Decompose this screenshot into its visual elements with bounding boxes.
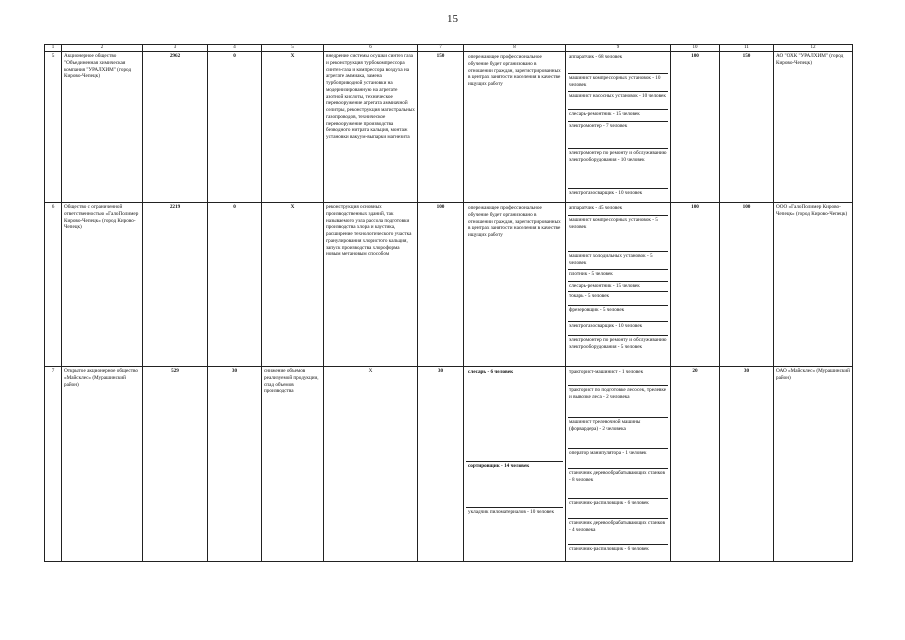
col-header: 9 [566,45,671,52]
profession-item: машинист компрессорных установок - 10 человек [568,74,668,92]
profession-item: машинист трелевочной машины (форвардера) - 2 человека [568,418,668,449]
cell-c9 [566,367,671,562]
cell-c5: снижение объемов реализуемой продукции, спад объемов производства [262,367,324,562]
profession-item: токарь - 5 человек [568,292,668,306]
cell-c3: 529 [143,367,208,562]
cell-c12: АО "ОХК "УРАЛХИМ" (город Кирово-Чепецк) [774,52,853,203]
column-number-row [45,45,853,52]
col-header: 8 [464,45,566,52]
profession-item: слесарь-ремонтник - 15 человек [568,282,668,292]
cell-c10: 100 [671,52,720,203]
cell-c3: 2962 [143,52,208,203]
col-header: 1 [45,45,62,52]
profession-group: слесарь - 6 человек [466,368,563,462]
profession-item: машинист холодильных установок - 5 человек [568,252,668,270]
employment-table [44,44,853,562]
col-header: 5 [262,45,324,52]
col-header: 11 [720,45,774,52]
profession-item: фрезеровщик - 5 человек [568,306,668,322]
cell-c3: 2219 [143,203,208,367]
cell-c8 [464,52,566,203]
cell-c10: 20 [671,367,720,562]
profession-item: станочник-распиловщик - 6 человек [568,499,668,519]
profession-item: электрогазосварщик - 10 человек [569,190,643,196]
table-row [45,367,853,562]
cell-c8 [464,203,566,367]
col-header: 10 [671,45,720,52]
profession-item: аппаратчик - 68 человек [568,53,668,74]
table-row [45,203,853,367]
col-header: 4 [208,45,262,52]
organization-name: Общество с ограниченной ответственностью «ГалоПолимер Кирово-Чепецк» (город Кирово-Чепецк) [62,203,143,367]
cell-c12: ООО «ГалоПолимер Кирово-Чепецк» (город Кирово-Чепецк) [774,203,853,367]
cell-c4: 30 [208,367,262,562]
cell-c9 [566,52,671,203]
row-number: 5 [45,52,62,203]
col-header: 2 [62,45,143,52]
cell-c7: 150 [418,52,464,203]
col-header: 3 [143,45,208,52]
table-row [45,52,853,203]
cell-c12: ОАО «Майсклес» (Мурашинский район) [774,367,853,562]
col-header: 12 [774,45,853,52]
profession-item: электрогазосварщик - 10 человек [568,322,668,336]
cell-c10: 100 [671,203,720,367]
cell-c8 [464,367,566,562]
profession-item: машинист компрессорных установок - 5 человек [568,216,668,252]
cell-c7: 30 [418,367,464,562]
profession-item: оператор манипулятора - 1 человек [568,449,668,469]
profession-item: машинист насосных установок - 10 человек [568,92,668,110]
cell-c9 [566,203,671,367]
organization-name: Открытое акционерное общество «Майсклес» (Мурашинский район) [62,367,143,562]
cell-c11: 100 [720,203,774,367]
cell-c11: 30 [720,367,774,562]
organization-name: Акционерное общество "Объединенная химическая компания "УРАЛХИМ" (город Кирово-Чепецк) [62,52,143,203]
cell-c5: X [262,203,324,367]
profession-item: станочник деревообрабатывающих станков - 8 человек [568,469,668,499]
profession-group: укладчик пиломатериалов - 10 человек [468,509,554,515]
training-note: опережающее профессиональное обучение будет организовано в отношении граждан, зарегистрированных в центрах занятости населения в качестве ищущих работу [468,205,561,238]
profession-item: электромонтер - 7 человек [568,122,668,149]
profession-item: тракторист-машинист - 1 человек [568,368,668,386]
cell-c6: реконструкция основных производственных зданий, так называемого узла рассола подготовки производства хлора и каустика, расширение технологического участка гранулирования хлористого кальция, запуск производства хлороформа новым метановым способом [324,203,418,367]
page-number: 15 [447,13,458,25]
profession-item: электромонтер по ремонту и обслуживанию электрооборудования - 10 человек [568,149,668,189]
profession-item: станочник деревообрабатывающих станков - 4 человека [568,519,668,545]
cell-c4: 0 [208,203,262,367]
profession-group: сортировщик - 14 человек [466,462,563,508]
cell-c4: 0 [208,52,262,203]
profession-item: аппаратчик - 45 человек [568,204,668,216]
row-number: 7 [45,367,62,562]
cell-c11: 150 [720,52,774,203]
profession-item: слесарь-ремонтник - 15 человек [568,110,668,122]
cell-c6: внедрение системы осушки синтез газа и реконструкция турбокомпрессора синтез-газа и компрессора воздуха на агрегате аммиака, замена турбоприводной установки на модернизированную на агрегате азотной кислоты, техническое перевооружение агрегата аммиачной селитры, реконструкция магистральных газопроводов, техническое перевооружение производства безводного нитрата кальция, монтаж установки вакуум-выпарки магнезита [324,52,418,203]
profession-item: электромонтер по ремонту и обслуживанию электрооборудования - 5 человек [569,337,667,350]
profession-item: станочник-распиловщик - 6 человек [569,546,649,552]
cell-c5: X [262,52,324,203]
col-header: 6 [324,45,418,52]
profession-item: тракторист по подготовке лесосек, трелевке и вывозке леса - 2 человека [568,386,668,418]
profession-item: плотник - 5 человек [568,270,668,282]
cell-c6: X [324,367,418,562]
cell-c7: 100 [418,203,464,367]
training-note: опережающее профессиональное обучение будет организовано в отношении граждан, зарегистрированных в центрах занятости населения в качестве ищущих работу [468,54,561,87]
row-number: 6 [45,203,62,367]
col-header: 7 [418,45,464,52]
